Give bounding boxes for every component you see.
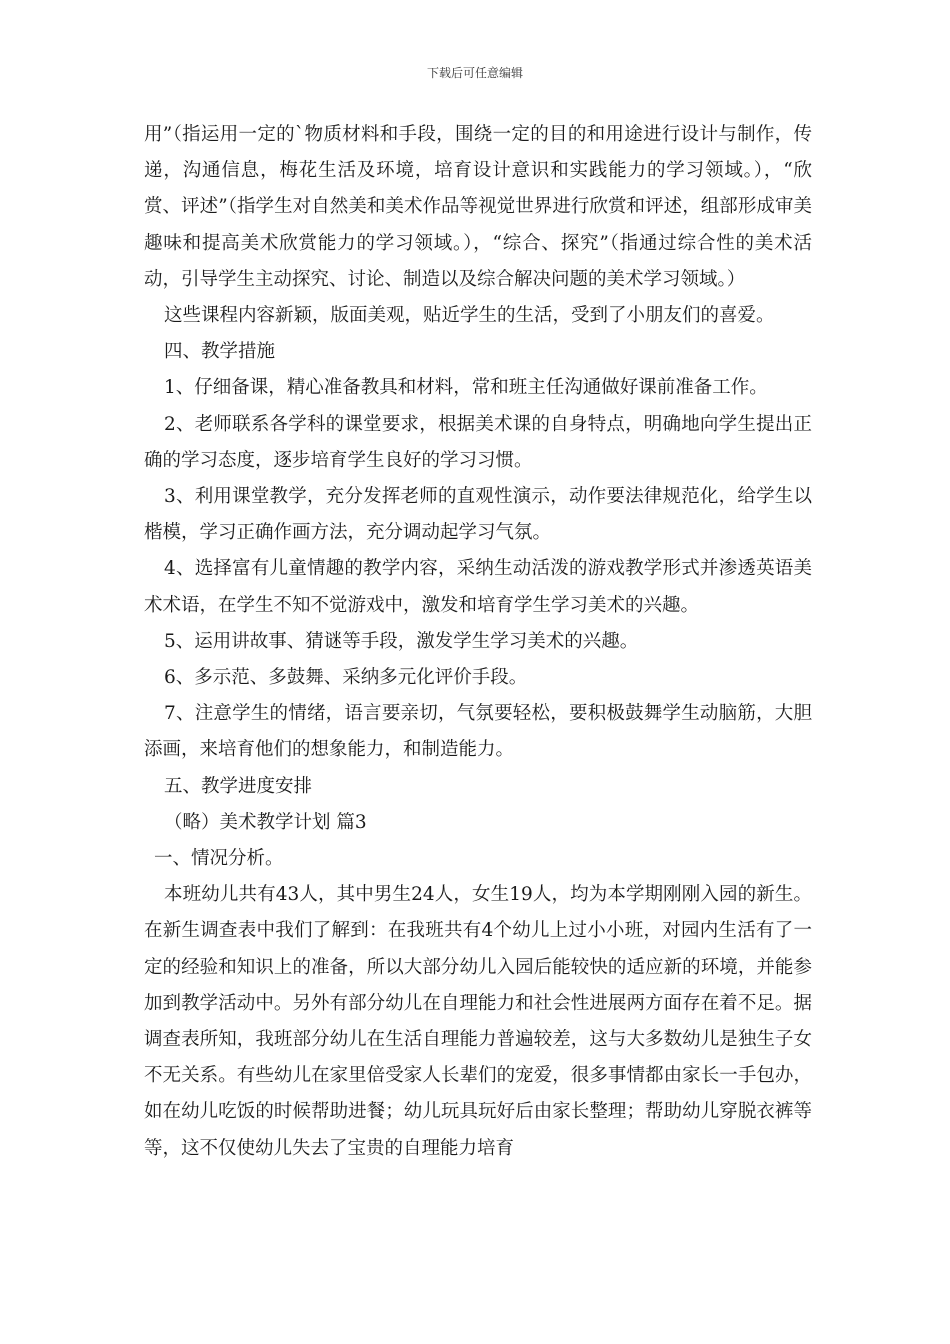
list-item: 4、选择富有儿童情趣的教学内容，采纳生动活泼的游戏教学形式并渗透英语美术术语，在学生不知不觉游戏中，激发和培育学生学习美术的兴趣。 xyxy=(144,558,812,616)
list-item: 2、老师联系各学科的课堂要求，根据美术课的自身特点，明确地向学生提出正确的学习态度，逐步培育学生良好的学习习惯。 xyxy=(144,413,812,471)
list-item: 7、注意学生的情绪，语言要亲切，气氛要轻松，要积极鼓舞学生动脑筋，大胆添画，来培育他们的想象能力，和制造能力。 xyxy=(144,703,812,761)
section-heading: 四、教学措施 xyxy=(164,341,276,363)
list-item: 6、多示范、多鼓舞、采纳多元化评价手段。 xyxy=(164,667,528,689)
document-body xyxy=(144,117,812,1167)
list-item: 3、利用课堂教学，充分发挥老师的直观性演示，动作要法律规范化，给学生以楷模，学习正确作画方法，充分调动起学习气氛。 xyxy=(144,486,812,544)
section-title: （略）美术教学计划 篇3 xyxy=(164,811,367,833)
paragraph: 本班幼儿共有43人，其中男生24人，女生19人，均为本学期刚刚入园的新生。在新生调查表中我们了解到：在我班共有4个幼儿上过小小班，对园内生活有了一定的经验和知识上的准备，所以大部分幼儿入园后能较快的适应新的环境，并能参加到教学活动中。另外有部分幼儿在自理能力和社会性进展两方面存在着不足。据调查表所知，我班部分幼儿在生活自理能力普遍较差，这与大多数幼儿是独生子女不无关系。有些幼儿在家里倍受家人长辈们的宠爱，很多事情都由家长一手包办，如在幼儿吃饭的时候帮助进餐；幼儿玩具玩好后由家长整理；帮助幼儿穿脱衣裤等等，这不仅使幼儿失去了宝贵的自理能力培育 xyxy=(144,884,812,1159)
section-heading: 五、教学进度安排 xyxy=(164,775,313,797)
paragraph: 这些课程内容新颖，版面美观，贴近学生的生活，受到了小朋友们的喜爱。 xyxy=(164,305,775,327)
page-header: 下载后可任意编辑 xyxy=(426,66,523,80)
list-item: 1、仔细备课，精心准备教具和材料，常和班主任沟通做好课前准备工作。 xyxy=(164,377,768,399)
paragraph: 用”（指运用一定的`物质材料和手段，围绕一定的目的和用途进行设计与制作，传递，沟通信息，梅花生活及环境，培育设计意识和实践能力的学习领域。），“欣赏、评述”（指学生对自然美和美术作品等视觉世界进行欣赏和评述，组部形成审美趣味和提高美术欣赏能力的学习领域。），“综合、探究”（指通过综合性的美术活动，引导学生主动探究、讨论、制造以及综合解决问题的美术学习领域。） xyxy=(144,124,812,290)
list-item: 5、运用讲故事、猜谜等手段，激发学生学习美术的兴趣。 xyxy=(164,630,639,652)
section-heading: 一、情况分析。 xyxy=(154,848,284,870)
